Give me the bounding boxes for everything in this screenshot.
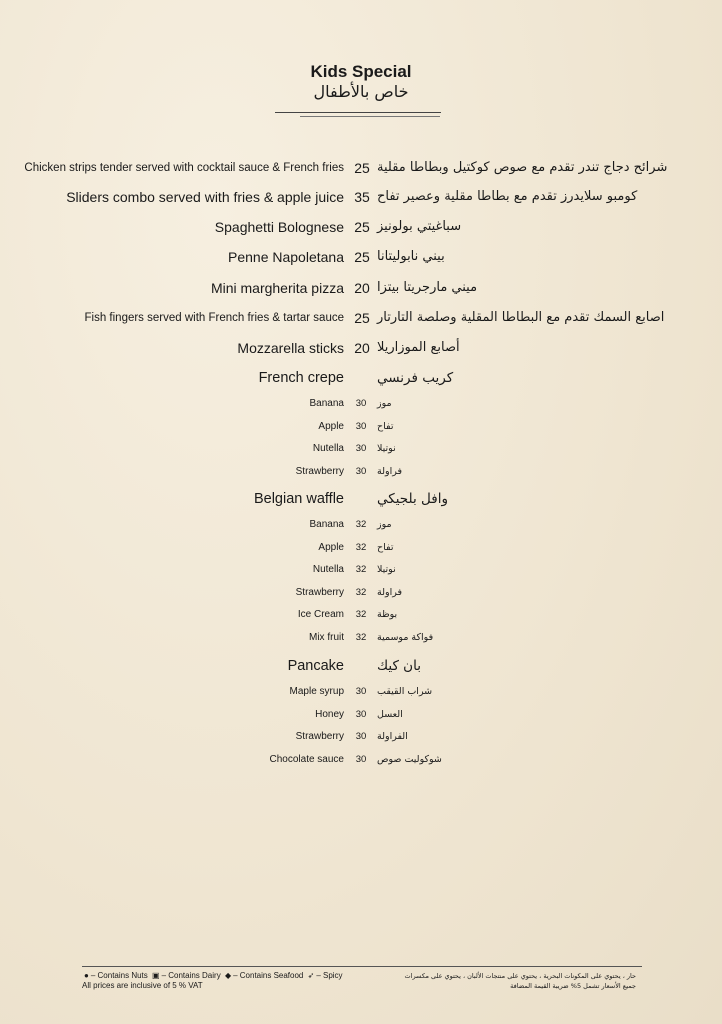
section-heading (0, 488, 722, 510)
fish-icon: ◆ (224, 971, 232, 980)
sub-item-name-ar: بوظة (377, 609, 398, 620)
menu-item (0, 157, 722, 179)
vat-note: All prices are inclusive of 5 % VAT (82, 981, 203, 990)
menu-item (0, 277, 722, 299)
legend-arabic-text: حار ، يحتوي على المكونات البحرية ، يحتوي على منتجات الألبان ، يحتوي على مكسرات (404, 972, 636, 980)
sub-item-price: 32 (355, 519, 367, 530)
legend-english (82, 971, 343, 991)
item-name-en: Sliders combo served with fries & apple juice (66, 189, 344, 205)
sub-item-name-en: Chocolate sauce (269, 753, 344, 765)
sub-item-name-en: Apple (318, 541, 344, 553)
sub-item-name-ar: تفاح (377, 420, 394, 432)
page-title: Kids Special (310, 62, 412, 81)
sub-item-name-en: Mix fruit (309, 631, 344, 643)
item-name-ar: بيني نابوليتانا (377, 249, 445, 264)
sub-item (0, 704, 722, 726)
sub-item (0, 559, 722, 581)
section-title-en: Pancake (287, 658, 344, 674)
sub-item (0, 393, 722, 415)
sub-item-price: 32 (355, 609, 367, 620)
section-title-en: French crepe (258, 370, 344, 386)
sub-item-name-ar: موز (377, 398, 392, 409)
sub-item-name-ar: نوتيلا (377, 564, 396, 575)
menu-item (0, 216, 722, 238)
section-title-ar: بان كيك (377, 658, 421, 674)
sub-item (0, 461, 722, 483)
sub-item (0, 582, 722, 604)
sub-item (0, 604, 722, 626)
sub-item-price: 30 (355, 420, 367, 432)
sub-item-price: 32 (355, 564, 367, 575)
sub-item-name-en: Maple syrup (289, 686, 344, 697)
menu-item (0, 246, 722, 268)
footer-divider (82, 966, 642, 967)
item-name-ar: أصابع الموزاريلا (377, 340, 460, 355)
section-title-ar: وافل بلجيكي (377, 491, 448, 507)
sub-item-price: 30 (355, 443, 367, 454)
legend-dairy: – Contains Dairy (161, 971, 221, 980)
sub-item (0, 627, 722, 649)
section-heading (0, 655, 722, 677)
sub-item-name-en: Strawberry (295, 586, 344, 598)
sub-item-name-en: Nutella (312, 564, 344, 575)
item-name-en: Fish fingers served with French fries & tartar sauce (84, 312, 344, 324)
title-underline-secondary (300, 116, 440, 117)
sub-item-name-ar: الفراولة (377, 731, 408, 742)
item-name-ar: شرائح دجاج تندر تقدم مع صوص كوكتيل وبطاطا مقلية (377, 160, 668, 175)
sub-item-price: 30 (355, 753, 367, 765)
item-name-en: Chicken strips tender served with cocktail sauce & French fries (24, 162, 344, 174)
sub-item-name-en: Ice Cream (297, 609, 344, 620)
item-name-ar: سباغيتي بولونيز (377, 219, 462, 234)
sub-item (0, 416, 722, 438)
sub-item-name-ar: فراولة (377, 586, 402, 598)
sub-item-price: 30 (355, 708, 367, 720)
section-title-ar: كريب فرنسي (377, 370, 454, 386)
sub-item (0, 438, 722, 460)
sub-item-name-ar: العسل (377, 708, 403, 720)
sub-item-name-ar: شوكوليت صوص (377, 753, 442, 765)
sub-item-price: 30 (355, 398, 367, 409)
sub-item-name-ar: موز (377, 519, 392, 530)
menu-item (0, 307, 722, 329)
item-price: 25 (354, 249, 370, 265)
legend-nuts: – Contains Nuts (90, 971, 148, 980)
sub-item-name-en: Nutella (312, 443, 344, 454)
section-title-en: Belgian waffle (253, 491, 344, 507)
sub-item (0, 681, 722, 703)
sub-item-price: 30 (355, 686, 367, 697)
sub-item-name-ar: فواكة موسمية (377, 631, 434, 643)
item-name-ar: كومبو سلايدرز تقدم مع بطاطا مقلية وعصير تفاح (377, 189, 638, 204)
vat-note-arabic: جميع الأسعار تشمل 5% ضريبة القيمة المضافة (510, 982, 636, 990)
item-name-ar: ميني مارجريتا بيتزا (377, 280, 478, 295)
sub-item (0, 537, 722, 559)
nut-icon: ● (84, 971, 89, 980)
sub-item-price: 32 (355, 541, 367, 553)
sub-item-name-en: Strawberry (295, 731, 344, 742)
sub-item-name-en: Honey (315, 708, 344, 720)
sub-item-name-en: Strawberry (295, 465, 344, 477)
sub-item-price: 32 (355, 631, 367, 643)
sub-item-name-ar: شراب القيقب (377, 686, 433, 697)
section-heading (0, 367, 722, 389)
sub-item (0, 514, 722, 536)
item-price: 20 (354, 340, 370, 356)
sub-item-price: 32 (355, 586, 367, 598)
item-price: 20 (354, 280, 370, 296)
menu-item (0, 186, 722, 208)
legend-spicy: – Spicy (316, 971, 343, 980)
item-name-en: Penne Napoletana (228, 249, 344, 265)
sub-item-name-en: Banana (309, 519, 344, 530)
item-name-en: Spaghetti Bolognese (214, 219, 344, 235)
item-price: 25 (354, 160, 370, 176)
menu-item (0, 337, 722, 359)
item-name-en: Mozzarella sticks (237, 340, 344, 356)
item-price: 35 (354, 189, 370, 205)
item-name-en: Mini margherita pizza (210, 280, 344, 296)
sub-item-name-en: Apple (318, 420, 344, 432)
sub-item (0, 726, 722, 748)
item-price: 25 (354, 310, 370, 326)
dairy-icon: ▣ (152, 971, 160, 980)
sub-item (0, 749, 722, 771)
page-title-arabic: خاص بالأطفال (313, 82, 409, 101)
menu-header (0, 62, 722, 102)
legend-seafood: – Contains Seafood (233, 971, 304, 980)
item-name-ar: اصابع السمك تقدم مع البطاطا المقلية وصلصة التارتار (377, 310, 665, 325)
item-price: 25 (354, 219, 370, 235)
sub-item-name-ar: تفاح (377, 541, 394, 553)
sub-item-name-en: Banana (309, 398, 344, 409)
sub-item-price: 30 (355, 731, 367, 742)
title-underline (275, 112, 441, 113)
sub-item-price: 30 (355, 465, 367, 477)
sub-item-name-ar: فراولة (377, 465, 402, 477)
chili-icon: ➶ (307, 971, 315, 980)
legend-arabic (405, 971, 636, 991)
sub-item-name-ar: نوتيلا (377, 443, 396, 454)
